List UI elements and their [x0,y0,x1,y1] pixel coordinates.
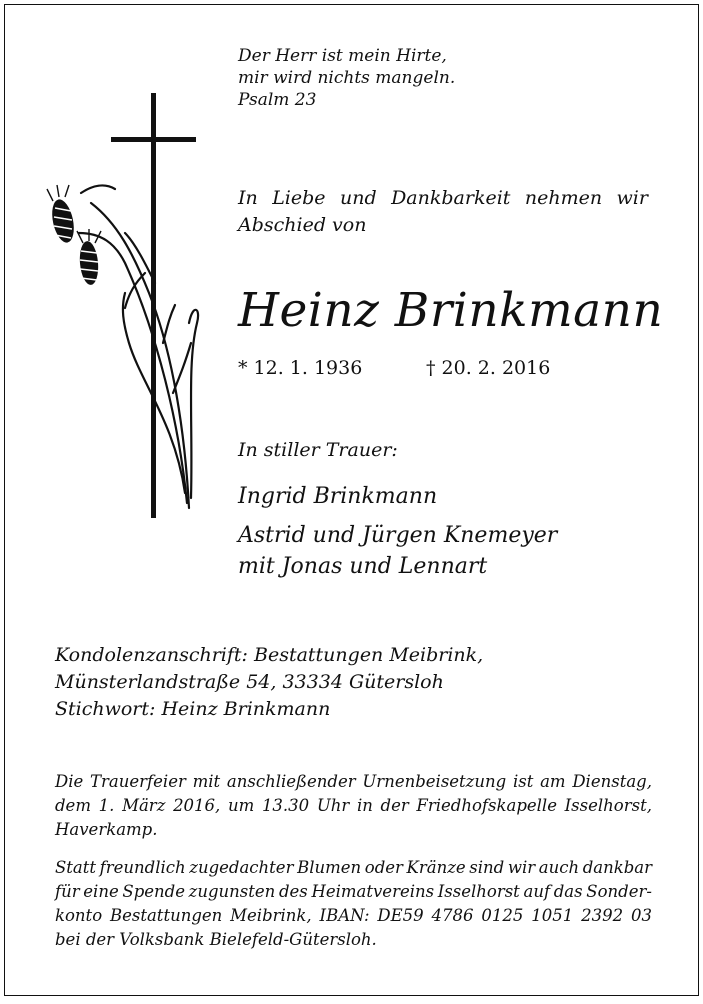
word: am [540,772,566,791]
donation-line-2 [55,880,652,904]
word: 1051 [531,906,574,925]
word: mit [192,772,221,791]
word: das [553,882,583,901]
word: Heimatvereins [311,882,435,901]
psalm-line: Der Herr ist mein Hirte, [238,46,447,66]
word: zugedachter [189,858,294,877]
word: Sonder- [586,882,652,901]
psalm-line: mir wird nichts mangeln. [238,68,456,88]
cross-with-grain-icon [45,93,205,523]
intro-word: Liebe [272,187,326,209]
word: freundlich [99,858,186,877]
word: 03 [630,906,652,925]
mourner-name: Astrid und Jürgen Knemeyer [238,523,558,548]
intro-text [238,185,648,239]
funeral-line-1 [55,770,652,794]
word: dankbar [582,858,652,877]
word: eine [83,882,119,901]
donation-line-1 [55,856,652,880]
mourner-name: Ingrid Brinkmann [238,484,438,509]
word: 2016, [173,796,221,815]
word: Blumen [297,858,362,877]
obituary-notice [4,4,699,996]
word: DE59 [377,906,424,925]
word: auch [538,858,580,877]
birth-date: * 12. 1. 1936 [238,357,363,379]
condolence-address [55,642,483,723]
word: Spende [122,882,185,901]
mourning-label: In stiller Trauer: [238,439,398,461]
psalm-quote [238,45,455,111]
word: in [356,796,373,815]
intro-word: und [339,187,377,209]
psalm-reference: Psalm 23 [238,90,317,110]
donation-info [55,856,652,952]
condolence-line: Kondolenzanschrift: Bestattungen Meibrink, [55,644,484,666]
word: zugunsten [188,882,276,901]
word: Isselhorst [437,882,520,901]
word: 2392 [581,906,624,925]
funeral-line-2 [55,794,652,818]
word: 0125 [481,906,524,925]
word: des [278,882,308,901]
word: Isselhorst, [564,796,652,815]
deceased-name: Heinz Brinkmann [238,283,664,338]
word: Kränze [406,858,466,877]
intro-line-2: Abschied von [238,214,367,236]
word: für [55,882,80,901]
mourner-name: mit Jonas und Lennart [238,554,488,579]
funeral-info [55,770,652,842]
intro-word: nehmen [524,187,603,209]
word: Statt [55,858,97,877]
word: Meibrink, [230,906,312,925]
word: sind [469,858,505,877]
word: oder [364,858,403,877]
death-date: † 20. 2. 2016 [426,357,551,379]
intro-word: wir [616,187,648,209]
word: der [380,796,409,815]
donation-line-4: bei der Volksbank Bielefeld-Gütersloh. [55,930,377,949]
word: ist [512,772,534,791]
word: Uhr [316,796,350,815]
donation-line-3 [55,904,652,928]
word: 13.30 [261,796,310,815]
word: Trauerfeier [90,772,186,791]
word: Die [55,772,84,791]
life-dates [238,355,551,381]
word: März [122,796,166,815]
word: Urnenbeisetzung [362,772,507,791]
intro-word: In [238,187,258,209]
funeral-line-3: Haverkamp. [55,820,158,839]
word: auf [523,882,551,901]
word: 1. [98,796,115,815]
word: wir [507,858,536,877]
condolence-line: Stichwort: Heinz Brinkmann [55,698,331,720]
word: Dienstag, [572,772,652,791]
word: konto [55,906,103,925]
word: um [227,796,255,815]
intro-word: Dankbarkeit [391,187,511,209]
word: Friedhofskapelle [416,796,557,815]
word: IBAN: [319,906,370,925]
condolence-line: Münsterlandstraße 54, 33334 Gütersloh [55,671,444,693]
word: 4786 [431,906,474,925]
mourners-list [238,481,557,582]
word: Bestattungen [109,906,223,925]
word: anschließender [226,772,356,791]
intro-line-1 [238,185,648,212]
word: dem [55,796,91,815]
